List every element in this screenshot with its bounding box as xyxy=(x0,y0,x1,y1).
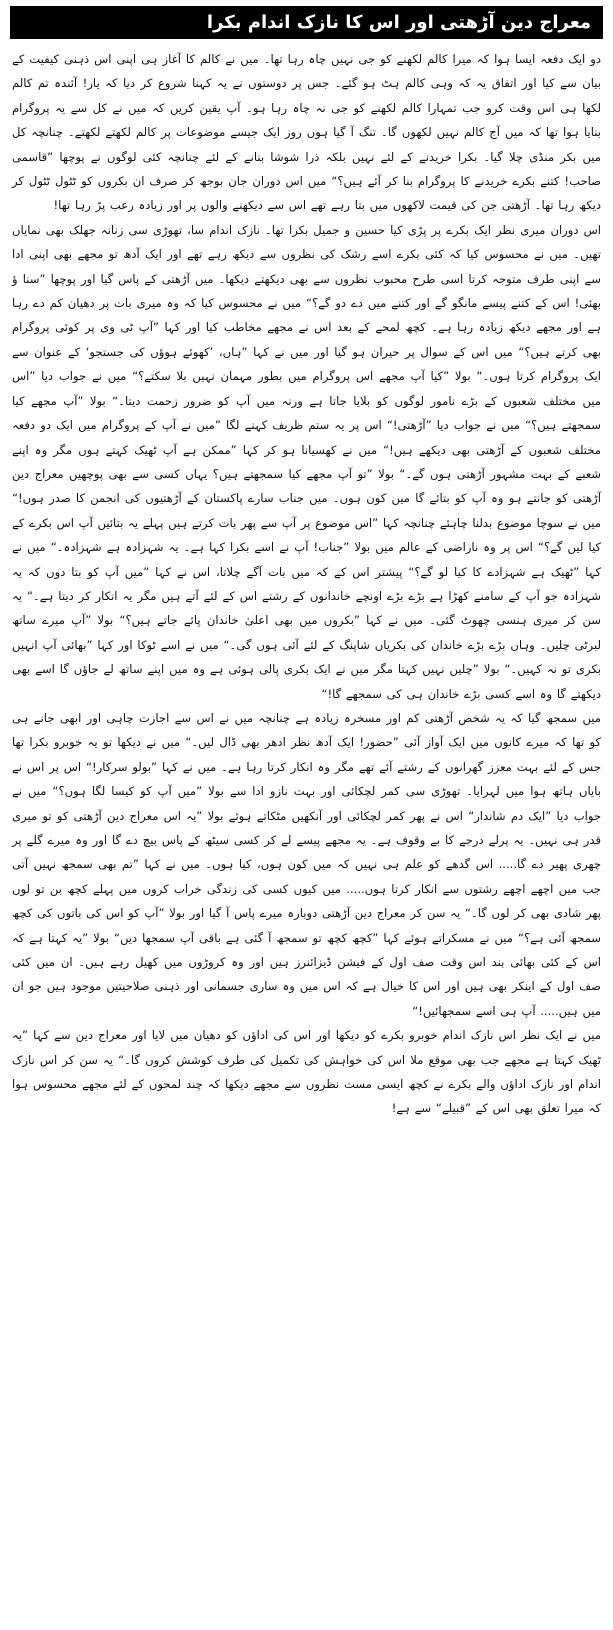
article-paragraph-3: میں سمجھ گیا کہ یہ شخص آڑھتی کم اور مسخرہ زیادہ ہے چنانچہ میں نے اس سے اجازت چاہی اور ابھی جانے ہی کو تھا کہ میرے کانوں میں ایک آواز آئی ”حضور! ایک آدھ نظر ادھر بھی ڈال لیں۔“ میں نے دیکھا تو یہ خوبرو بکرا تھا جس کے لئے بہت معزز گھرانوں کے رشتے آئے تھے مگر وہ انکار کرتا رہا ہے۔ میں نے کہا ”بولو سرکار!“ اس پر اس نے بایاں ہاتھ ہوا میں لہرایا۔ تھوڑی سی کمر لچکائی اور بہت نازو ادا سے بولا ”میں آپ کو کیسا لگا ہوں؟“ میں نے جواب دیا ”ایک دم شاندار“ اس نے پھر کمر لچکائی اور آنکھیں مٹکاتے ہوئے بولا ”یہ اس معراج دین آڑھتی کو تو میری قدر ہی نہیں۔ یہ پرلے درجے کا بے وقوف ہے۔ یہ مجھے پیسے لے کر کسی سیٹھ کے پاس بیچ دے گا اور وہ میرے گلے پر چھری پھیر دے گا..... اس گدھے کو علم ہی نہیں کہ میں کون ہوں، کیا ہوں۔ میں نے کہا ”تم بھی سمجھ نہیں آتی جب میں اچھے اچھے رشتوں سے انکار کرتا ہوں..... میں کیوں کسی کی زندگی خراب کروں میں پہلے کچھ بن تو لوں پھر شادی بھی کر لوں گا۔“ یہ سن کر معراج دین آڑھتی دوبارہ میرے پاس آ گیا اور بولا ”آپ کو اس کی باتوں کی کچھ سمجھ آئی ہے؟“ میں نے مسکراتے ہوئے کہا ”کچھ کچھ تو سمجھ آ گئی ہے باقی آپ سمجھا دیں“ بولا ”یہ کہتا ہے کہ اس کے کئی بھائی بند اس وقت صف اول کے فیشن ڈیزائنرز ہیں اور وہ کروڑوں میں کھیل رہے ہیں۔ ان میں کئی صف اول کے اینکر بھی ہیں اور اس کا خیال ہے کہ اس میں وہ ساری جسمانی اور ذہنی صلاحیتیں موجود ہیں جو ان میں ہیں..... آپ ہی اسے سمجھائیں!“ xyxy=(12,710,601,1018)
article-headline: معراج دین آڑھتی اور اس کا نازک اندام بکرا xyxy=(10,6,603,39)
article-paragraph-1: دو ایک دفعہ ایسا ہوا کہ میرا کالم لکھنے کو جی نہیں چاہ رہا تھا۔ میں نے کالم کا آغاز ہی اپنی اس ذہنی کیفیت کے بیان سے کیا اور اتفاق یہ کہ وہی کالم ہٹ ہو گئے۔ جس پر دوستوں نے یہ کہنا شروع کر دیا کہ یار! آئندہ تم کالم لکھا ہی اس وقت کرو جب تمہارا کالم لکھنے کو جی نہ چاہ رہا ہو۔ آپ یقین کریں کہ میں نے کل سے یہ پروگرام بنایا ہوا تھا کہ میں آج کالم نہیں لکھوں گا۔ تنگ آ گیا ہوں روز ایک جیسے موضوعات پر کالم لکھتے لکھتے۔ چنانچہ کل میں بکر منڈی چلا گیا۔ بکرا خریدنے کے لئے نہیں بلکہ ذرا شوشا بنانے کے لئے چنانچہ کئی لوگوں نے پوچھا ”قاسمی صاحب! کتنے بکرے خریدنے کا پروگرام بنا کر آئے ہیں؟“ میں اس دوران جان بوجھ کر صرف ان بکروں کو ٹٹول ٹٹول کر دیکھ رہا تھا۔ آڑھتی جن کی قیمت لاکھوں میں بتا رہے تھے اس سے دیکھنے والوں پر اور زیادہ رعب پڑ رہا تھا! xyxy=(12,52,601,213)
article-paragraph-2: اس دوران میری نظر ایک بکرے پر پڑی کیا حسین و جمیل بکرا تھا۔ نازک اندام سا، تھوڑی سی زنانہ جھلک بھی نمایاں تھیں۔ میں نے محسوس کیا کہ کئی بکرے اسے رشک کی نظروں سے دیکھ رہے تھے اور ایک آدھ تو مجھے بھی اپنی ادا سے اپنی طرف متوجہ کرتا اسی طرح محبوب نظروں سے بھی دیکھتے دیکھا۔ میں آڑھتی کے پاس گیا اور پوچھا ”سنا ؤ بھئی! اس کے کتنے پیسے مانگو گے اور کتنے میں دے دو گے؟“ میں نے محسوس کیا کہ وہ میری بات پر دھیان کم دے رہا ہے اور مجھے دیکھ زیادہ رہا ہے۔ کچھ لمحے کے بعد اس نے مجھے مخاطب کیا اور کہا ”آپ ٹی وی پر کوئی پروگرام بھی کرتے ہیں؟“ میں اس کے سوال پر حیران ہو گیا اور میں نے کہا ”ہاں، ’کھوئے ہوؤں کی جستجو‘ کے عنوان سے ایک پروگرام کرتا ہوں۔“ بولا ”کیا آپ مجھے اس پروگرام میں بطور مہمان نہیں بلا سکتے؟“ میں نے جواب دیا ”اس میں مختلف شعبوں کے بڑے نامور لوگوں کو بلایا جاتا ہے ورنہ میں آپ کو ضرور زحمت دیتا۔“ بولا ”آپ مجھے کیا سمجھتے ہیں؟“ میں نے جواب دیا ”آڑھتی!“ اس پر یہ ستم ظریف کہنے لگا ”میں نے آپ کے پروگرام میں ایک دو دفعہ مختلف شعبوں کے آڑھتی بھی دیکھے ہیں!“ میں نے کھسیانا ہو کر کہا ”ممکن ہے آپ ٹھیک کہتے ہوں مگر وہ اپنے شعبے کے بہت مشہور آڑھتی ہوں گے۔“ بولا ”تو آپ مجھے کیا سمجھتے ہیں؟ یہاں کسی سے بھی پوچھیں معراج دین آڑھتی کو جانتے ہو وہ آپ کو بتائے گا میں کون ہوں۔ میں جناب سارے پاکستان کے آڑھتیوں کی انجمن کا صدر ہوں!“ میں نے سوچا موضوع بدلنا چاہئے چنانچہ کہا ”اس موضوع پر آپ سے پھر بات کرتے ہیں پہلے یہ بتائیں آپ اس بکرے کے کیا لیں گے؟“ اس پر وہ ناراضی کے عالم میں بولا ”جناب! آپ نے اسے بکرا کہا ہے۔ یہ شہزادہ ہے شہزادہ۔“ میں نے کہا ”ٹھیک ہے شہزادے کا کیا لو گے؟“ پیشتر اس کے کہ میں بات آگے چلاتا، اس نے کہا ”میں آپ کو بتا دوں کہ یہ شہزادہ جو آپ کے سامنے کھڑا ہے بڑے بڑے اونچے خاندانوں کے رشتے اس کے لئے آتے ہیں مگر یہ انکار کر دیتا ہے۔“ یہ سن کر میری ہنسی چھوٹ گئی۔ میں نے کہا ”بکروں میں بھی اعلیٰ خاندان پائے جاتے ہیں؟“ بولا ”آپ میرے ساتھ لبرٹی چلیں۔ وہاں بڑے بڑے خاندان کی بکریاں شاپنگ کے لئے آئی ہوں گی۔“ میں نے اسے ٹوکا اور کہا ”بھائی آپ انہیں بکری تو نہ کہیں۔“ بولا ”چلیں نہیں کہتا مگر میں نے ایک بکری پالی ہوئی ہے وہ میں اپنے ساتھ لے جاؤں گا اسے بھی دیکھتے گا وہ اسے کسی بڑے خاندان ہی کی سمجھے گا!“ xyxy=(12,222,601,701)
article-body xyxy=(10,47,603,1617)
article-paragraph-4: میں نے ایک نظر اس نازک اندام خوبرو بکرے کو دیکھا اور اس کی اداؤں کو دھیان میں لایا اور معراج دین سے کہا ”یہ ٹھیک کہتا ہے مجھے جب بھی موقع ملا اس کی خواہش کی تکمیل کی طرف کوشش کروں گا۔“ یہ سن کر اس نازک اندام اور نازک اداؤں والے بکرے نے کچھ ایسی مست نظروں سے مجھے دیکھا کہ چند لمحوں کے لئے مجھے محسوس ہوا کہ میرا تعلق بھی اس کے ”قبیلے“ سے ہے! xyxy=(12,1028,601,1116)
